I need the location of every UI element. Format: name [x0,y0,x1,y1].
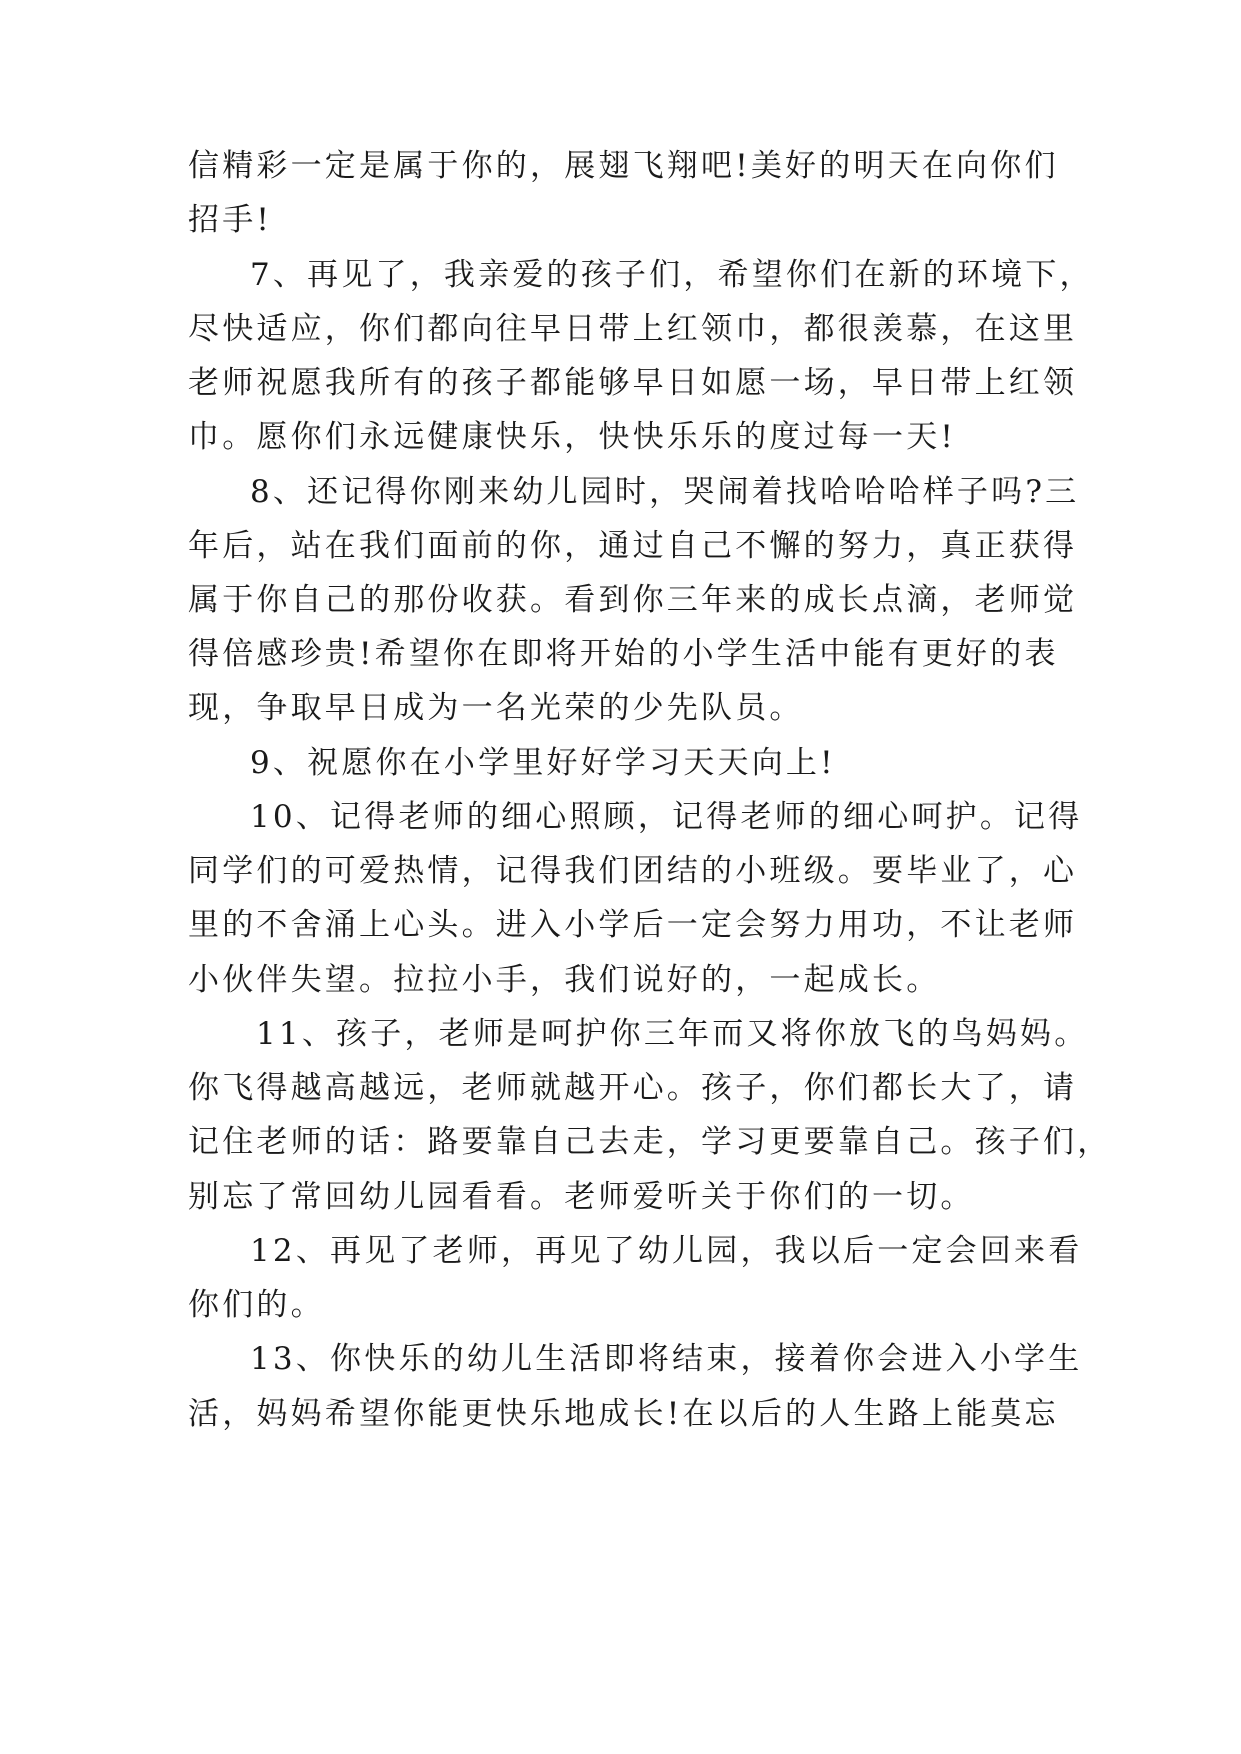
paragraph-11-start: 11、孩子，老师是呵护你三年而又将你放飞的鸟妈妈。 [256,1016,1089,1052]
text-line: 现，争取早日成为一名光荣的少先队员。 [188,690,804,726]
paragraph-10-start: 10、记得老师的细心照顾，记得老师的细心呵护。记得 [250,799,1083,835]
text-line: 里的不舍涌上心头。进入小学后一定会努力用功，不让老师 [188,907,1078,943]
text-line: 招手! [188,202,273,238]
text-line: 属于你自己的那份收获。看到你三年来的成长点滴，老师觉 [188,582,1078,618]
text-line: 活，妈妈希望你能更快乐地成长!在以后的人生路上能莫忘 [188,1396,1059,1432]
text-line: 巾。愿你们永远健康快乐，快快乐乐的度过每一天! [188,419,957,455]
text-line: 别忘了常回幼儿园看看。老师爱听关于你们的一切。 [188,1179,975,1215]
text-line: 信精彩一定是属于你的，展翅飞翔吧!美好的明天在向你们 [188,148,1059,184]
text-line: 得倍感珍贵!希望你在即将开始的小学生活中能有更好的表 [188,636,1059,672]
text-line: 小伙伴失望。拉拉小手，我们说好的，一起成长。 [188,962,941,998]
paragraph-7-start: 7、再见了，我亲爱的孩子们，希望你们在新的环境下， [250,257,1094,293]
paragraph-13-start: 13、你快乐的幼儿生活即将结束，接着你会进入小学生 [250,1341,1083,1377]
text-line: 同学们的可爱热情，记得我们团结的小班级。要毕业了，心 [188,853,1078,889]
text-line: 记住老师的话：路要靠自己去走，学习更要靠自己。孩子们， [188,1124,1112,1160]
text-line: 尽快适应，你们都向往早日带上红领巾，都很羡慕，在这里 [188,311,1078,347]
paragraph-9-start: 9、祝愿你在小学里好好学习天天向上! [250,745,836,781]
text-line: 你飞得越高越远，老师就越开心。孩子，你们都长大了，请 [188,1070,1078,1106]
paragraph-12-start: 12、再见了老师，再见了幼儿园，我以后一定会回来看 [250,1233,1083,1269]
text-line: 老师祝愿我所有的孩子都能够早日如愿一场，早日带上红领 [188,365,1078,401]
text-line: 你们的。 [188,1287,325,1323]
paragraph-8-start: 8、还记得你刚来幼儿园时，哭闹着找哈哈哈样子吗?三 [250,474,1080,510]
text-line: 年后，站在我们面前的你，通过自己不懈的努力，真正获得 [188,528,1078,564]
